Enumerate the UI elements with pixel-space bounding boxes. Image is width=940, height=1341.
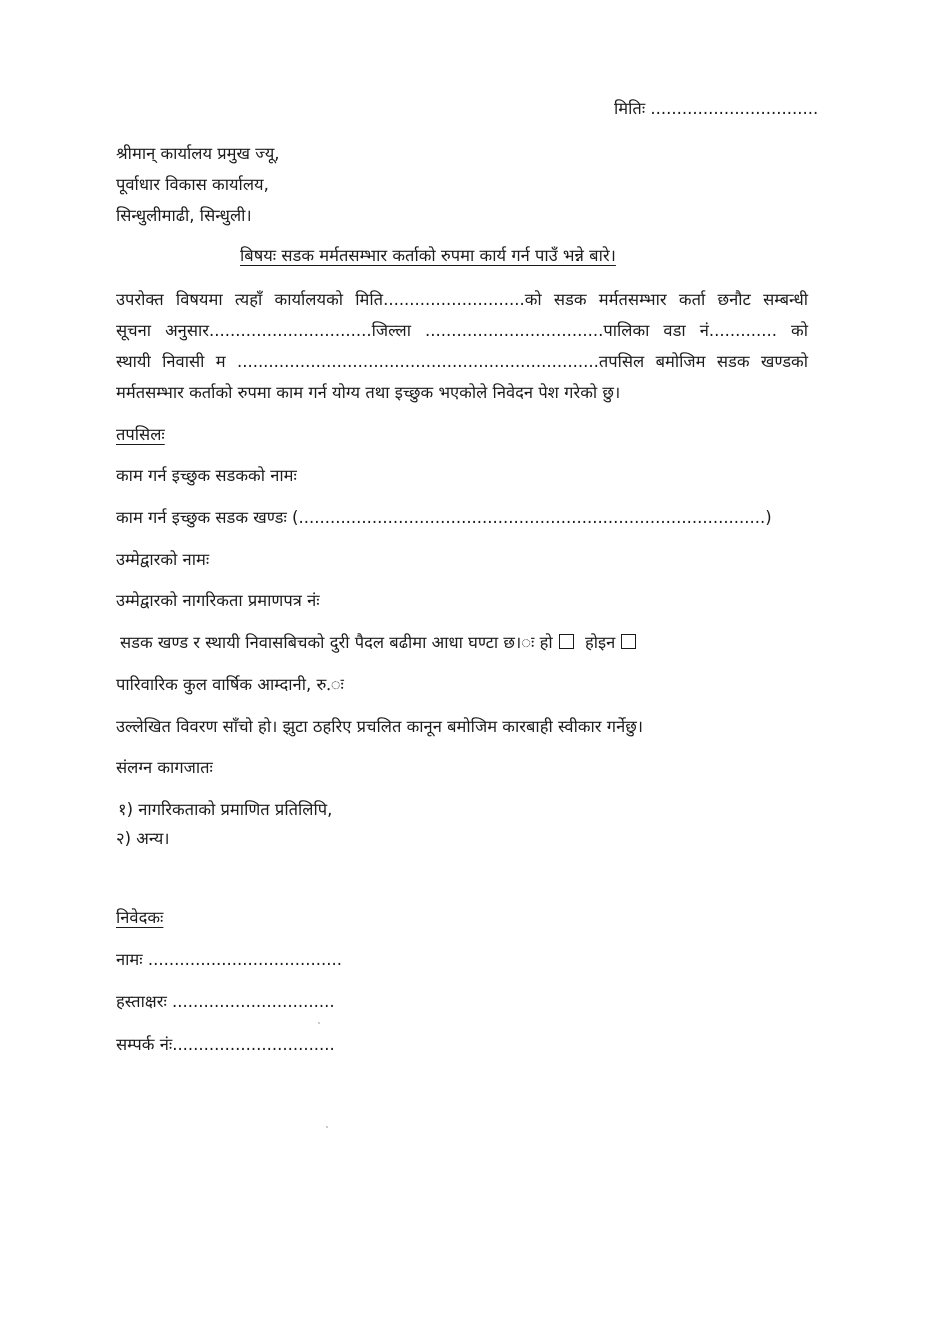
no-checkbox[interactable] xyxy=(621,634,636,649)
distance-question-row xyxy=(120,633,642,653)
road-name-field: काम गर्न इच्छुक सडकको नामः xyxy=(116,466,297,485)
addressee-line-2: पूर्वाधार विकास कार्यालय, xyxy=(116,175,269,194)
road-section-field: काम गर्न इच्छुक सडक खण्डः (.........................................................................................) xyxy=(116,508,772,527)
date-line: मितिः ................................ xyxy=(614,99,819,118)
scan-speck xyxy=(318,1022,320,1024)
citizenship-number-field: उम्मेद्वारको नागरिकता प्रमाणपत्र नंः xyxy=(116,591,320,610)
applicant-heading: निवेदकः xyxy=(116,908,164,927)
scan-speck xyxy=(326,1126,328,1128)
details-heading: तपसिलः xyxy=(116,425,165,444)
body-line-2: सूचना अनुसार...............................जिल्ला ..................................पालिका वडा नं............. को xyxy=(116,321,808,340)
subject-line: बिषयः सडक मर्मतसम्भार कर्ताको रुपमा कार्य गर्न पाउँ भन्ने बारे। xyxy=(240,246,616,265)
option-no-label: होइन xyxy=(584,633,616,652)
yes-checkbox[interactable] xyxy=(559,634,574,649)
distance-question-text: सडक खण्ड र स्थायी निवासबिचको दुरी पैदल बढीमा आधा घण्टा छ।ः xyxy=(120,633,535,652)
attachment-item-2: २) अन्य। xyxy=(116,829,170,848)
body-line-4: मर्मतसम्भार कर्ताको रुपमा काम गर्न योग्य तथा इच्छुक भएकोले निवेदन पेश गरेको छु। xyxy=(116,383,621,402)
body-line-1: उपरोक्त विषयमा त्यहाँ कार्यालयको मिति...........................को सडक मर्मतसम्भार कर्ता छनौट सम्बन्धी xyxy=(116,290,808,309)
applicant-contact-field: सम्पर्क नंः............................... xyxy=(116,1035,335,1054)
attachment-item-1: १) नागरिकताको प्रमाणित प्रतिलिपि, xyxy=(118,800,333,819)
applicant-name-field: नामः ..................................... xyxy=(116,950,342,969)
addressee-line-1: श्रीमान् कार्यालय प्रमुख ज्यू, xyxy=(116,144,280,163)
option-yes-label: हो xyxy=(539,633,553,652)
applicant-signature-field: हस्ताक्षरः ............................... xyxy=(116,992,335,1011)
body-line-3: स्थायी निवासी म .....................................................................तपसिल बमोजिम सडक खण्डको xyxy=(116,352,808,371)
attachments-heading: संलग्न कागजातः xyxy=(116,758,213,777)
addressee-line-3: सिन्धुलीमाढी, सिन्धुली। xyxy=(116,206,252,225)
candidate-name-field: उम्मेद्वारको नामः xyxy=(116,550,210,569)
declaration-text: उल्लेखित विवरण साँचो हो। झुटा ठहरिए प्रचलित कानून बमोजिम कारबाही स्वीकार गर्नेछु। xyxy=(116,717,644,736)
family-income-field: पारिवारिक कुल वार्षिक आम्दानी, रु.ः xyxy=(116,675,344,694)
